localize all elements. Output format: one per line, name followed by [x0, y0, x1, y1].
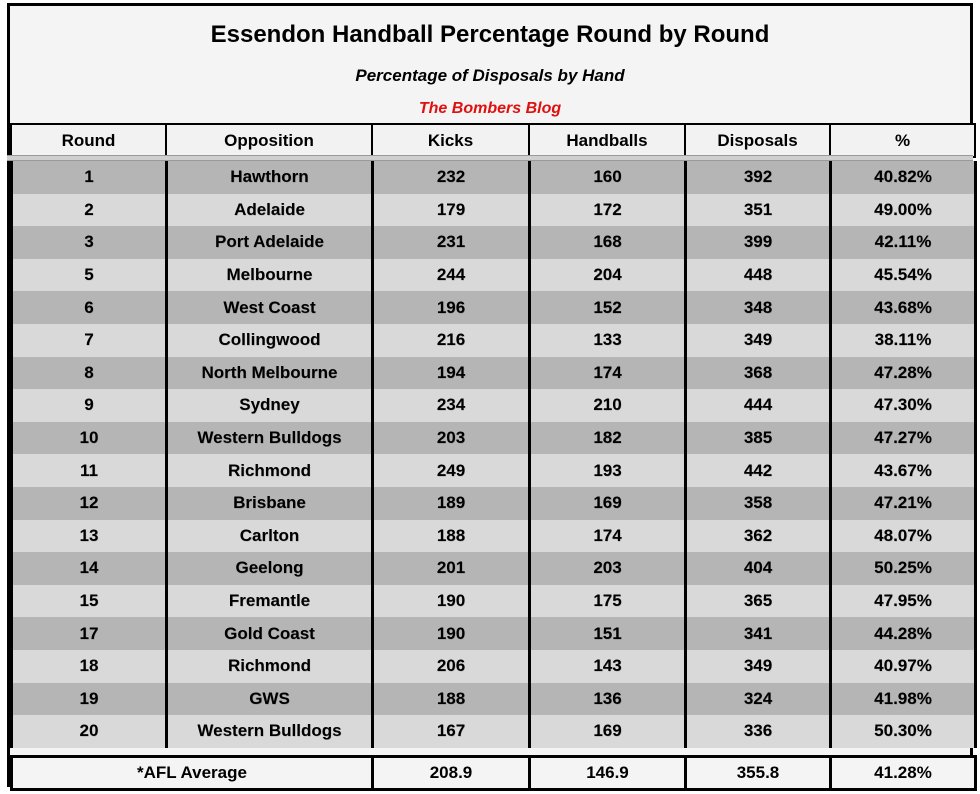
table-row [12, 226, 976, 259]
header-row [10, 123, 976, 158]
cell-handballs: 169 [530, 715, 686, 748]
table-row [12, 650, 976, 683]
cell-handballs: 175 [530, 585, 686, 618]
footer-disposals: 355.8 [686, 757, 831, 790]
cell-handballs: 203 [530, 552, 686, 585]
cell-kicks: 201 [373, 552, 530, 585]
cell-handballs: 168 [530, 226, 686, 259]
cell-disposals: 351 [686, 194, 831, 227]
cell-round: 8 [12, 357, 167, 390]
cell-round: 2 [12, 194, 167, 227]
cell-percent: 41.98% [831, 683, 976, 716]
cell-round: 11 [12, 454, 167, 487]
table-row [12, 715, 976, 748]
cell-opposition: Western Bulldogs [167, 422, 373, 455]
cell-kicks: 194 [373, 357, 530, 390]
table-row [12, 259, 976, 292]
cell-disposals: 358 [686, 487, 831, 520]
cell-round: 20 [12, 715, 167, 748]
cell-opposition: Carlton [167, 520, 373, 553]
cell-disposals: 442 [686, 454, 831, 487]
cell-kicks: 203 [373, 422, 530, 455]
cell-round: 6 [12, 291, 167, 324]
cell-disposals: 448 [686, 259, 831, 292]
cell-handballs: 133 [530, 324, 686, 357]
table-row [12, 617, 976, 650]
table-row [12, 454, 976, 487]
cell-kicks: 190 [373, 585, 530, 618]
cell-percent: 50.30% [831, 715, 976, 748]
cell-disposals: 349 [686, 650, 831, 683]
cell-round: 12 [12, 487, 167, 520]
column-header-handballs: Handballs [529, 124, 685, 157]
cell-opposition: Hawthorn [167, 161, 373, 194]
cell-disposals: 368 [686, 357, 831, 390]
cell-percent: 47.27% [831, 422, 976, 455]
cell-handballs: 160 [530, 161, 686, 194]
table-row [12, 585, 976, 618]
cell-kicks: 244 [373, 259, 530, 292]
footer-kicks: 208.9 [373, 757, 530, 790]
cell-handballs: 172 [530, 194, 686, 227]
cell-opposition: Melbourne [167, 259, 373, 292]
cell-opposition: Port Adelaide [167, 226, 373, 259]
table-row [12, 324, 976, 357]
chart-title: Essendon Handball Percentage Round by Round [210, 21, 770, 48]
cell-opposition: North Melbourne [167, 357, 373, 390]
cell-disposals: 336 [686, 715, 831, 748]
cell-round: 7 [12, 324, 167, 357]
cell-kicks: 206 [373, 650, 530, 683]
title-block [10, 6, 970, 122]
cell-disposals: 404 [686, 552, 831, 585]
cell-percent: 48.07% [831, 520, 976, 553]
cell-opposition: Adelaide [167, 194, 373, 227]
cell-round: 13 [12, 520, 167, 553]
cell-round: 18 [12, 650, 167, 683]
cell-kicks: 188 [373, 520, 530, 553]
cell-handballs: 174 [530, 357, 686, 390]
cell-handballs: 210 [530, 389, 686, 422]
cell-handballs: 193 [530, 454, 686, 487]
table-row [12, 291, 976, 324]
table-row [12, 357, 976, 390]
cell-disposals: 385 [686, 422, 831, 455]
cell-handballs: 182 [530, 422, 686, 455]
cell-kicks: 190 [373, 617, 530, 650]
table-row [12, 194, 976, 227]
cell-opposition: West Coast [167, 291, 373, 324]
cell-opposition: Sydney [167, 389, 373, 422]
cell-percent: 47.21% [831, 487, 976, 520]
footer-label: *AFL Average [12, 757, 373, 790]
cell-opposition: Western Bulldogs [167, 715, 373, 748]
cell-disposals: 392 [686, 161, 831, 194]
cell-handballs: 169 [530, 487, 686, 520]
table-row [12, 552, 976, 585]
cell-disposals: 341 [686, 617, 831, 650]
cell-percent: 47.95% [831, 585, 976, 618]
cell-round: 19 [12, 683, 167, 716]
table-row [12, 487, 976, 520]
cell-opposition: Brisbane [167, 487, 373, 520]
data-table [10, 161, 977, 748]
cell-handballs: 151 [530, 617, 686, 650]
cell-disposals: 349 [686, 324, 831, 357]
cell-disposals: 399 [686, 226, 831, 259]
cell-round: 5 [12, 259, 167, 292]
cell-opposition: Geelong [167, 552, 373, 585]
table-row [12, 683, 976, 716]
cell-percent: 43.67% [831, 454, 976, 487]
cell-disposals: 362 [686, 520, 831, 553]
cell-handballs: 174 [530, 520, 686, 553]
cell-opposition: Gold Coast [167, 617, 373, 650]
cell-percent: 40.82% [831, 161, 976, 194]
cell-kicks: 189 [373, 487, 530, 520]
cell-handballs: 204 [530, 259, 686, 292]
cell-percent: 50.25% [831, 552, 976, 585]
footer-percent: 41.28% [831, 757, 976, 790]
cell-kicks: 216 [373, 324, 530, 357]
cell-percent: 40.97% [831, 650, 976, 683]
cell-percent: 38.11% [831, 324, 976, 357]
cell-opposition: GWS [167, 683, 373, 716]
cell-round: 10 [12, 422, 167, 455]
cell-percent: 45.54% [831, 259, 976, 292]
table-row [12, 520, 976, 553]
cell-kicks: 188 [373, 683, 530, 716]
cell-disposals: 444 [686, 389, 831, 422]
cell-round: 14 [12, 552, 167, 585]
cell-percent: 47.28% [831, 357, 976, 390]
footer-handballs: 146.9 [530, 757, 686, 790]
cell-percent: 42.11% [831, 226, 976, 259]
cell-round: 3 [12, 226, 167, 259]
cell-kicks: 231 [373, 226, 530, 259]
table-row [12, 422, 976, 455]
column-header-round: Round [11, 124, 166, 157]
cell-kicks: 167 [373, 715, 530, 748]
cell-kicks: 249 [373, 454, 530, 487]
cell-kicks: 234 [373, 389, 530, 422]
cell-round: 15 [12, 585, 167, 618]
cell-percent: 47.30% [831, 389, 976, 422]
cell-percent: 49.00% [831, 194, 976, 227]
chart-subtitle: Percentage of Disposals by Hand [355, 66, 625, 85]
table-row [12, 389, 976, 422]
footer-row [10, 755, 977, 791]
column-header-percent: % [830, 124, 975, 157]
cell-handballs: 136 [530, 683, 686, 716]
source-label: The Bombers Blog [418, 100, 562, 117]
cell-kicks: 179 [373, 194, 530, 227]
cell-opposition: Collingwood [167, 324, 373, 357]
cell-percent: 44.28% [831, 617, 976, 650]
cell-disposals: 365 [686, 585, 831, 618]
cell-round: 1 [12, 161, 167, 194]
cell-disposals: 348 [686, 291, 831, 324]
cell-handballs: 143 [530, 650, 686, 683]
cell-opposition: Fremantle [167, 585, 373, 618]
cell-handballs: 152 [530, 291, 686, 324]
cell-opposition: Richmond [167, 454, 373, 487]
cell-percent: 43.68% [831, 291, 976, 324]
cell-round: 17 [12, 617, 167, 650]
table-row [12, 161, 976, 194]
cell-opposition: Richmond [167, 650, 373, 683]
cell-kicks: 232 [373, 161, 530, 194]
cell-kicks: 196 [373, 291, 530, 324]
cell-disposals: 324 [686, 683, 831, 716]
column-header-opposition: Opposition [166, 124, 372, 157]
cell-round: 9 [12, 389, 167, 422]
column-header-kicks: Kicks [372, 124, 529, 157]
column-header-disposals: Disposals [685, 124, 830, 157]
